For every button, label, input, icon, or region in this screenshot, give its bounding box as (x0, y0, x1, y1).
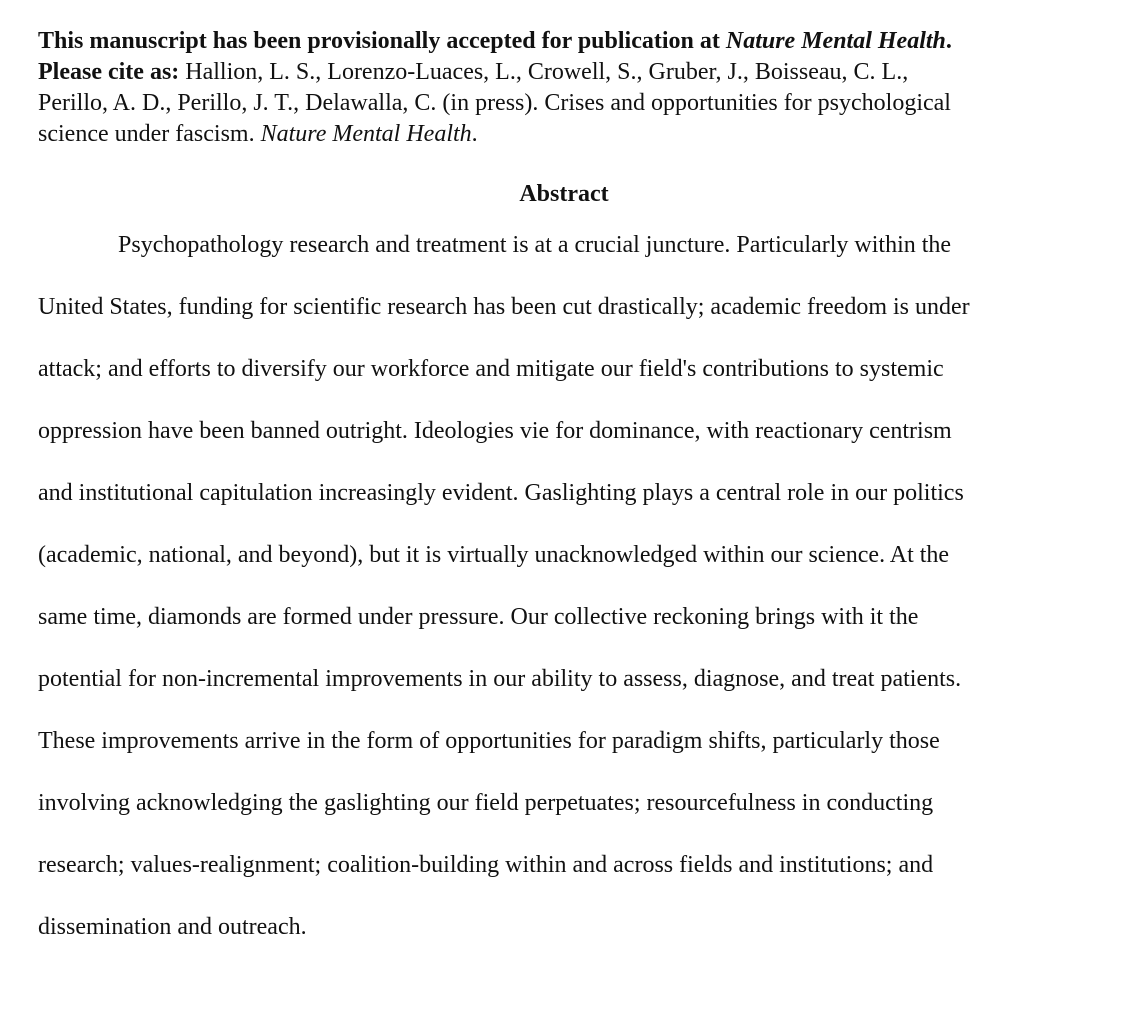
citation-end: . (471, 121, 478, 147)
abstract-line: same time, diamonds are formed under pressure. Our collective reckoning brings with it the (38, 604, 919, 630)
notice-prefix: This manuscript has been provisionally accepted for publication at (38, 28, 726, 54)
citation-line-1: Hallion, L. S., Lorenzo-Luaces, L., Crowell, S., Gruber, J., Boisseau, C. L., (179, 59, 909, 85)
publication-notice (38, 26, 1090, 150)
abstract-line: dissemination and outreach. (38, 914, 307, 940)
abstract-body (38, 214, 1090, 958)
citation-line-3: science under fascism. (38, 121, 261, 147)
abstract-line: oppression have been banned outright. Ideologies vie for dominance, with reactionary centrism (38, 418, 952, 444)
abstract-line: involving acknowledging the gaslighting our field perpetuates; resourcefulness in conducting (38, 790, 934, 816)
citation-journal: Nature Mental Health (260, 121, 472, 147)
abstract-line: These improvements arrive in the form of opportunities for paradigm shifts, particularly those (38, 728, 940, 754)
notice-suffix: . (945, 28, 952, 54)
abstract-line: and institutional capitulation increasingly evident. Gaslighting plays a central role in our politics (38, 480, 964, 506)
cite-label: Please cite as: (38, 59, 180, 85)
abstract-line: research; values-realignment; coalition-building within and across fields and institutions; and (38, 852, 934, 878)
abstract-line: Psychopathology research and treatment is at a crucial juncture. Particularly within the (118, 232, 952, 258)
citation-line-2: Perillo, A. D., Perillo, J. T., Delawalla, C. (in press). Crises and opportunities for psychological (38, 90, 951, 116)
notice-journal: Nature Mental Health (725, 28, 946, 54)
abstract-heading: Abstract (519, 181, 609, 207)
document-page (38, 26, 1090, 982)
abstract-line: United States, funding for scientific research has been cut drastically; academic freedom is under (38, 294, 970, 320)
abstract-line: (academic, national, and beyond), but it is virtually unacknowledged within our science. At the (38, 542, 950, 568)
notice-text (38, 28, 952, 54)
abstract-line: potential for non-incremental improvements in our ability to assess, diagnose, and treat patients. (38, 666, 962, 692)
abstract-line: attack; and efforts to diversify our workforce and mitigate our field's contributions to systemic (38, 356, 944, 382)
